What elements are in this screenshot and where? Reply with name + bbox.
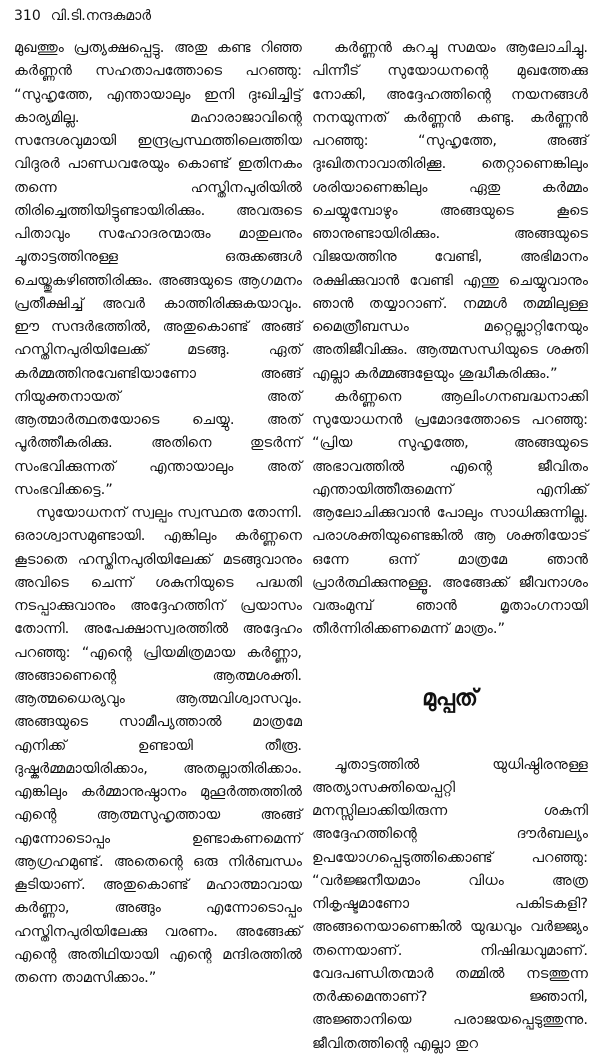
right-column (312, 36, 588, 1055)
body-paragraph: കർണ്ണനെ ആലിംഗനബദ്ധനാക്കി സുയോധനൻ പ്രമോദത്തോടെ പറഞ്ഞു: “പ്രിയ സുഹൃത്തേ, അങ്ങയുടെ അഭാവത്തിൽ എന്റെ ജീവിതം എന്തായിത്തീരുമെന്ന് എനിക്ക് ആലോചിക്കുവാൻ പോലും സാധിക്കുന്നില്ല. പരാശക്തിയുണ്ടെങ്കിൽ ആ ശക്തിയോട് ഒന്നേ ഒന്ന് മാത്രമേ ഞാൻ പ്രാർത്ഥിക്കുന്നുള്ളൂ. അങ്ങേക്ക് ജീവനാശം വരുംമുമ്പ് ഞാൻ മൃതാംഗനായി തീർന്നിരിക്കണമെന്ന് മാത്രം.” (312, 387, 588, 638)
body-paragraph: സുയോധനന് സ്വല്പം സ്വസ്ഥത തോന്നി. ഒരാശ്വാസമുണ്ടായി. എങ്കിലും കർണ്ണനെ കൂടാതെ ഹസ്തിനപുരിയിലേക്ക് മടങ്ങുവാനും അവിടെ ചെന്ന് ശകുനിയുടെ പദ്ധതി നടപ്പാക്കുവാനും അദ്ദേഹത്തിന് പ്രയാസം തോന്നി. അപേക്ഷാസ്വരത്തിൽ അദ്ദേഹം പറഞ്ഞു: “എന്റെ പ്രിയമിത്രമായ കർണ്ണാ, അങ്ങാണെന്റെ ആത്മശക്തി. ആത്മധൈര്യവും ആത്മവിശ്വാസവും. അങ്ങയുടെ സാമീപ്യത്താൽ മാത്രമേ എനിക്ക് ഉണ്ടായി തീരൂ. ദുഷ്കർമ്മമായിരിക്കാം, അതല്ലാതിരിക്കാം. എങ്കിലും കർമ്മാനുഷ്ഠാനം മുഹൂർത്തത്തിൽ എന്റെ ആത്മസുഹൃത്തായ അങ്ങ് എന്നോടൊപ്പം ഉണ്ടാകണമെന്ന് ആഗ്രഹമുണ്ട്. അതെന്റെ ഒരു നിർബന്ധം കൂടിയാണ്. അതുകൊണ്ട് മഹാത്മാവായ കർണ്ണാ, അങ്ങും എന്നോടൊപ്പം ഹസ്തിനപുരിയിലേക്കു വരണം. അങ്ങേക്ക് എന്റെ അതിഥിയായി എന്റെ മന്ദിരത്തിൽ തന്നെ താമസിക്കാം.” (14, 504, 302, 986)
left-column (14, 36, 302, 989)
body-paragraph: കർണ്ണൻ കുറച്ചു സമയം ആലോചിച്ചു. പിന്നീട് സുയോധനന്റെ മുഖത്തേക്കു നോക്കി, അദ്ദേഹത്തിന്റെ നയനങ്ങൾ നനയുന്നത് കർണ്ണൻ കണ്ടു. കർണ്ണൻ പറഞ്ഞു: “സുഹൃത്തേ, അങ്ങ് ദുഃഖിതനാവാതിരിക്കൂ. തെറ്റാണെങ്കിലും ശരിയാണെങ്കിലും ഏതു കർമ്മം ചെയ്യുമ്പോഴും അങ്ങയുടെ കൂടെ ഞാനുണ്ടായിരിക്കും. അങ്ങയുടെ വിജയത്തിനു വേണ്ടി, അഭിമാനം രക്ഷിക്കുവാൻ വേണ്ടി എന്തു ചെയ്യുവാനും ഞാൻ തയ്യാറാണ്. നമ്മൾ തമ്മിലുള്ള മൈത്രീബന്ധം മറ്റെല്ലാറ്റിനേയും അതിജീവിക്കും. ആത്മസന്ധിയുടെ ശക്തി എല്ലാ കർമ്മങ്ങളേയും ശുദ്ധീകരിക്കും.” (312, 39, 588, 382)
page-number: 310 (14, 8, 41, 24)
chapter-title: മുപ്പത് (422, 685, 478, 711)
body-paragraph: ചൂതാട്ടത്തിൽ യുധിഷ്ഠിരനുള്ള അത്യാസക്തിയെപ്പറ്റി മനസ്സിലാക്കിയിരുന്ന ശകുനി അദ്ദേഹത്തിന്റെ ദൗർബല്യം ഉപയോഗപ്പെടുത്തിക്കൊണ്ട് പറഞ്ഞു: “വർജ്ജനീയമാം വിധം അത്ര നികൃഷ്ടമാണോ പകിടകളി? അങ്ങനെയാണെങ്കിൽ യുദ്ധവും വർജ്ജ്യം തന്നെയാണ്. നിഷിദ്ധവുമാണ്. വേദപണ്ഡിതന്മാർ തമ്മിൽ നടത്തുന്ന തർക്കമെന്താണ്? ജ്ഞാനി, അജ്ഞാനിയെ പരാജയപ്പെടുത്തുന്നു. ജീവിതത്തിന്റെ എല്ലാ തുറ (312, 755, 588, 1052)
running-head-author: വി.ടി.നന്ദകുമാർ (50, 8, 152, 24)
body-paragraph: മുഖത്തും പ്രത്യക്ഷപ്പെട്ടു. അതു കണ്ട റിഞ്ഞ കർണ്ണൻ സഹതാപത്തോടെ പറഞ്ഞു: “സുഹൃത്തേ, എന്തായാലും ഇനി ദുഃഖിച്ചിട്ട് കാര്യമില്ല. മഹാരാജാവിന്റെ സന്ദേശവുമായി ഇന്ദ്രപ്രസ്ഥത്തിലെത്തിയ വിദുരർ പാണ്ഡവരേയും കൊണ്ട് ഇതിനകം തന്നെ ഹസ്തിനപുരിയിൽ തിരിച്ചെത്തിയിട്ടുണ്ടായിരിക്കും. അവരുടെ പിതാവും സഹോദരന്മാരും മാതുലനും ചൂതാട്ടത്തിനുള്ള ഒരുക്കങ്ങൾ ചെയ്തുകഴിഞ്ഞിരിക്കും. അങ്ങയുടെ ആഗമനം പ്രതീക്ഷിച്ച് അവർ കാത്തിരിക്കുകയാവും. ഈ സന്ദർഭത്തിൽ, അതുകൊണ്ട് അങ്ങ് ഹസ്തിനപുരിയിലേക്ക് മടങ്ങു. ഏത് കർമ്മത്തിനുവേണ്ടിയാണോ അങ്ങ് നിയുക്തനായത് അത് ആത്മാർത്ഥതയോടെ ചെയ്യു. അത് പൂർത്തീകരിക്കു. അതിനെ തുടർന്ന് സംഭവിക്കുന്നത് എന്തായാലും അത് സംഭവിക്കട്ടെ.” (14, 39, 302, 498)
page-header (14, 8, 151, 24)
